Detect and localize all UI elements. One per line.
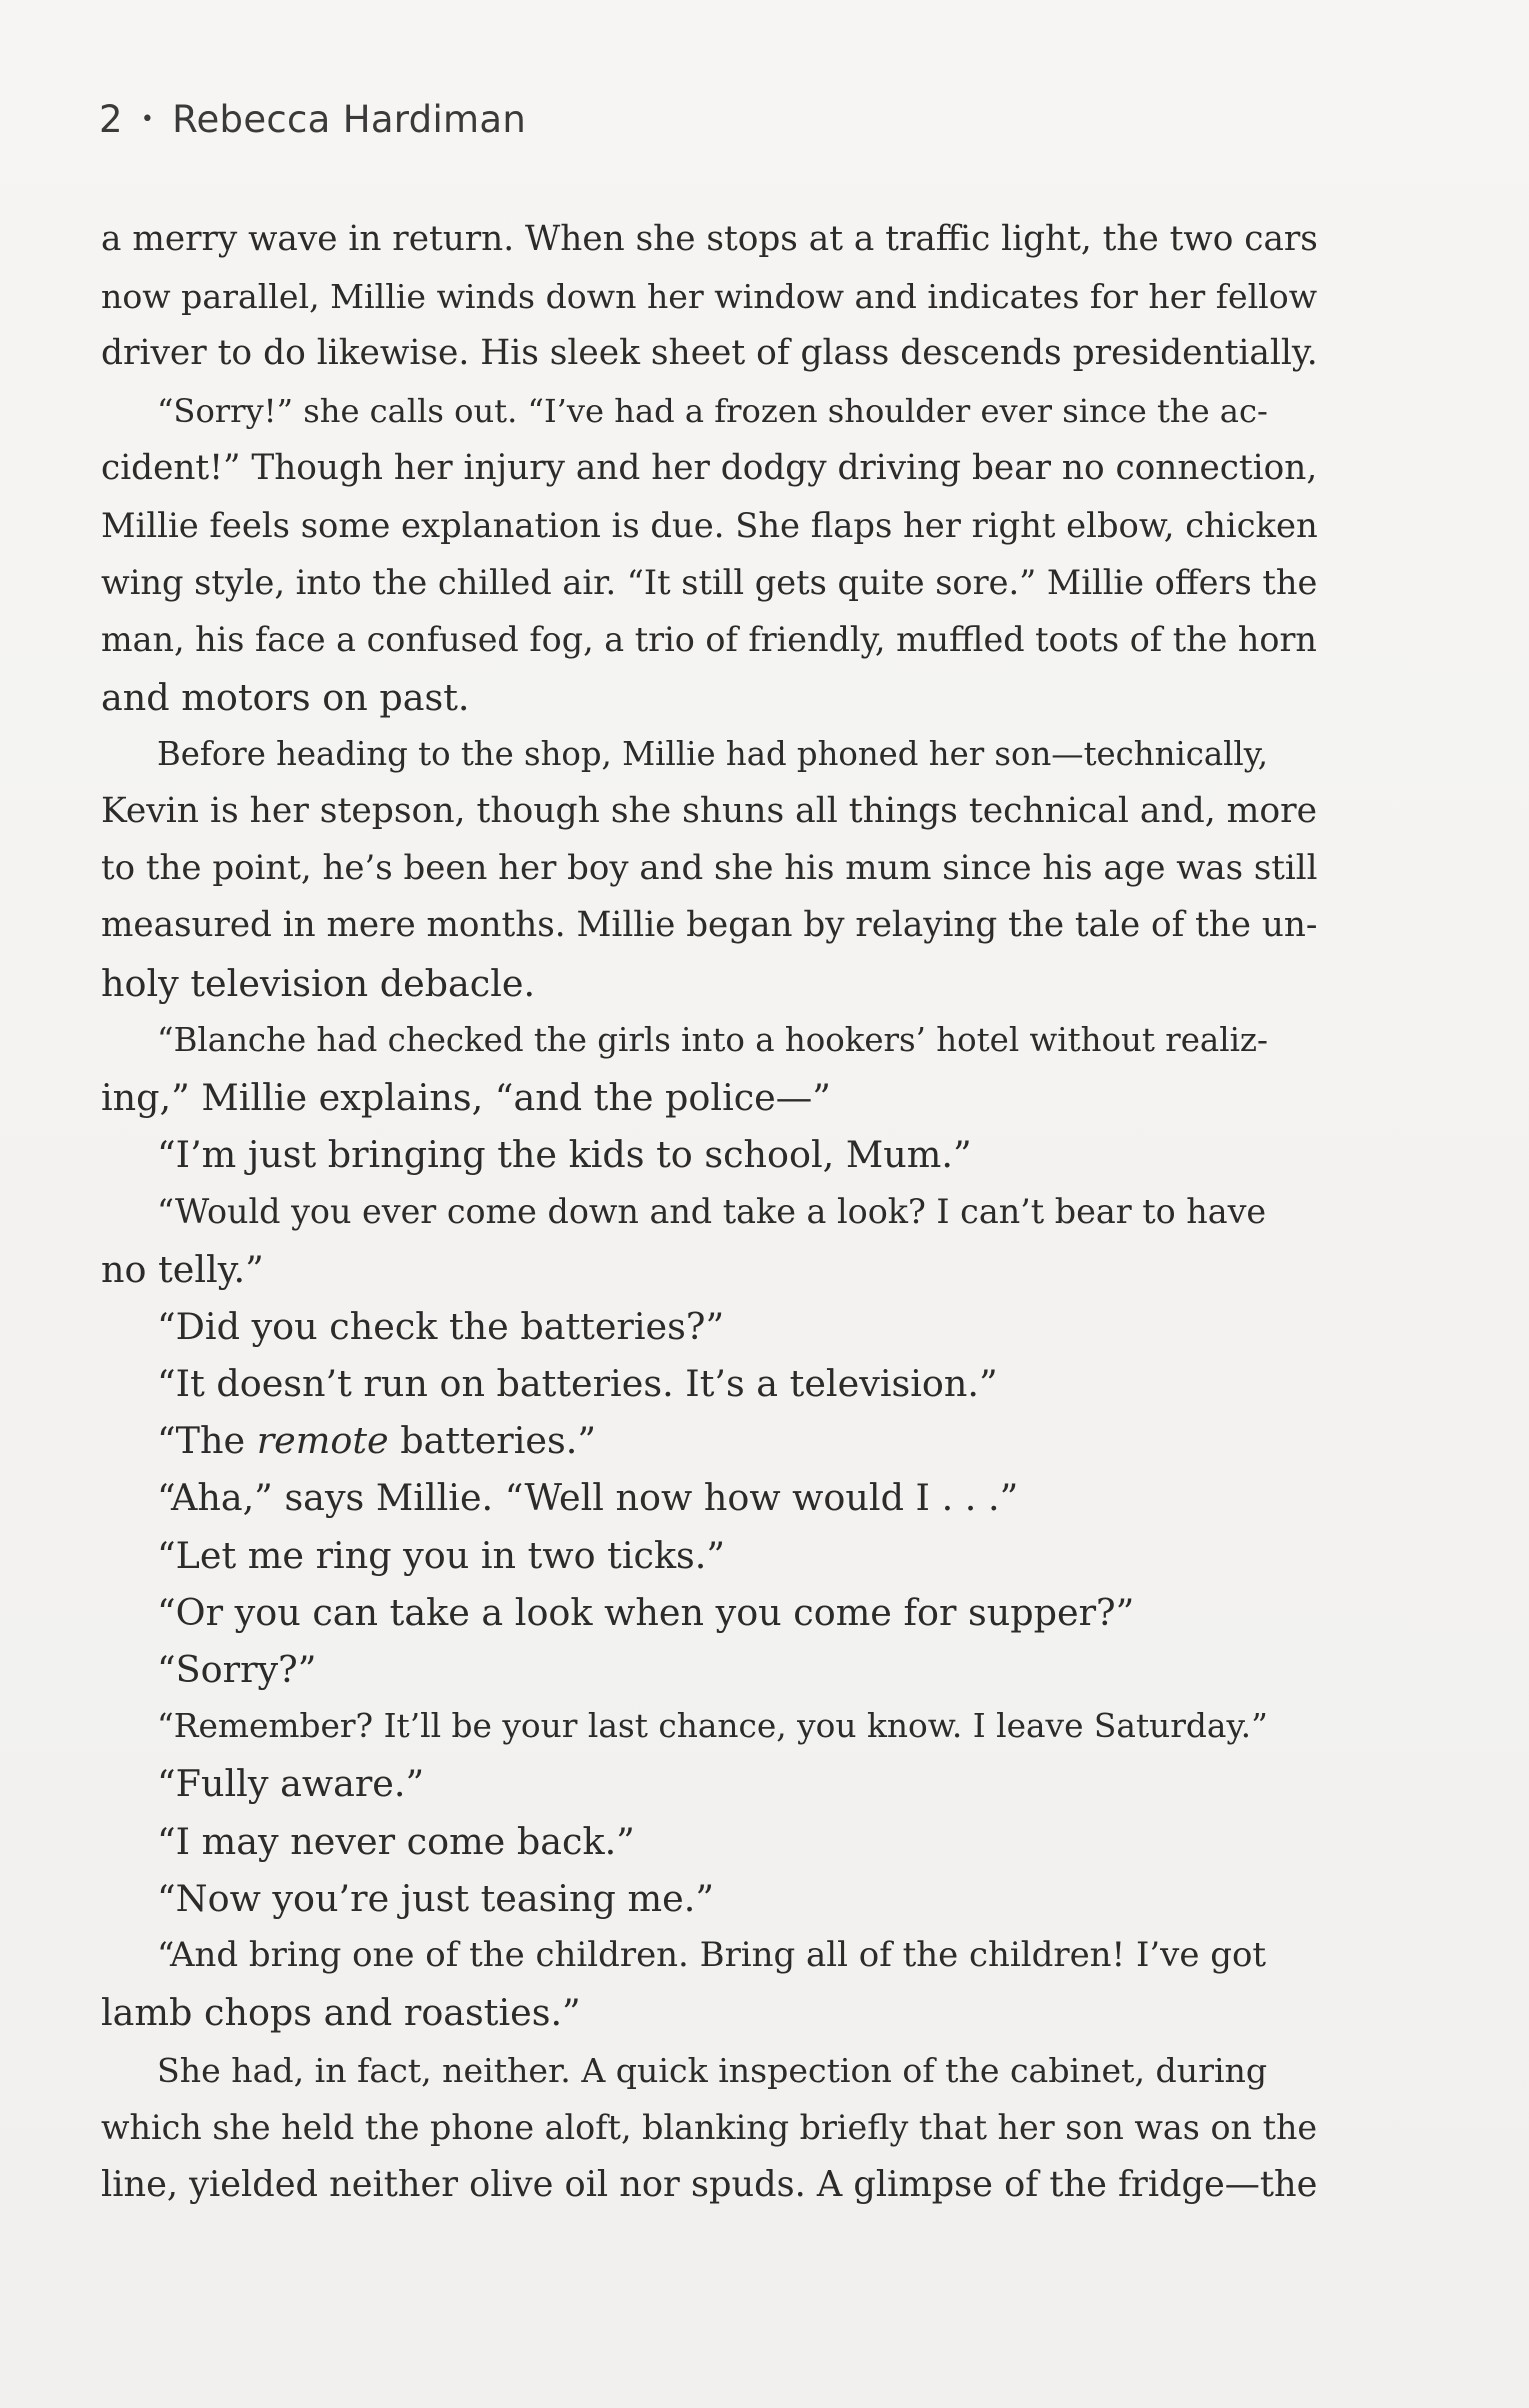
text-line: which she held the phone aloft, blanking briefly that her son was on the bbox=[101, 2107, 1318, 2147]
text-line: measured in mere months. Millie began by relaying the tale of the un- bbox=[101, 905, 1318, 946]
text-line: “I may never come back.” bbox=[157, 1819, 635, 1863]
text-line: a merry wave in return. When she stops at a traffic light, the two cars bbox=[101, 219, 1318, 259]
text-line: no telly.” bbox=[101, 1247, 264, 1291]
text-line: and motors on past. bbox=[101, 675, 470, 719]
line-text: “The bbox=[157, 1419, 257, 1463]
text-line: now parallel, Millie winds down her window and indicates for her fellow bbox=[101, 277, 1318, 317]
text-line: “I’m just bringing the kids to school, Mum.” bbox=[157, 1133, 972, 1177]
author-name: Rebecca Hardiman bbox=[172, 98, 527, 141]
text-line: “Or you can take a look when you come for supper?” bbox=[157, 1590, 1135, 1634]
text-line bbox=[101, 1412, 1324, 1469]
text-line: “Sorry!” she calls out. “I’ve had a frozen shoulder ever since the ac- bbox=[157, 391, 1268, 430]
text-line: “Aha,” says Millie. “Well now how would I . . .” bbox=[157, 1476, 1019, 1520]
page-number: 2 bbox=[99, 98, 123, 141]
text-line: “Blanche had checked the girls into a hookers’ hotel without realiz- bbox=[157, 1020, 1268, 1059]
text-line: “Now you’re just teasing me.” bbox=[157, 1876, 714, 1920]
text-line: to the point, he’s been her boy and she his mum since his age was still bbox=[101, 848, 1318, 889]
text-line: lamb chops and roasties.” bbox=[101, 1991, 581, 2035]
text-line: “Remember? It’ll be your last chance, you know. I leave Saturday.” bbox=[157, 1707, 1268, 1746]
running-header bbox=[99, 98, 526, 141]
emphasis-text: remote bbox=[256, 1419, 389, 1463]
text-line: Before heading to the shop, Millie had phoned her son—technically, bbox=[157, 734, 1268, 773]
text-line: “It doesn’t run on batteries. It’s a television.” bbox=[157, 1362, 998, 1406]
text-line: “Let me ring you in two ticks.” bbox=[157, 1533, 726, 1577]
line-text: batteries.” bbox=[388, 1419, 597, 1463]
text-line: “Did you check the batteries?” bbox=[157, 1304, 725, 1348]
text-line: line, yielded neither olive oil nor spuds. A glimpse of the fridge—the bbox=[101, 2163, 1318, 2205]
header-separator: • bbox=[140, 107, 155, 132]
text-line: holy television debacle. bbox=[101, 961, 536, 1005]
text-line: ing,” Millie explains, “and the police—” bbox=[101, 1076, 831, 1120]
text-line: man, his face a confused fog, a trio of friendly, muffled toots of the horn bbox=[101, 620, 1317, 660]
text-line: driver to do likewise. His sleek sheet of glass descends presidentially. bbox=[101, 333, 1318, 374]
text-line: wing style, into the chilled air. “It still gets quite sore.” Millie offers the bbox=[101, 563, 1318, 603]
text-line: “And bring one of the children. Bring all of the children! I’ve got bbox=[157, 1935, 1267, 1976]
text-line: Millie feels some explanation is due. She flaps her right elbow, chicken bbox=[101, 506, 1318, 546]
text-line: “Sorry?” bbox=[157, 1648, 317, 1692]
text-line: She had, in fact, neither. A quick inspection of the cabinet, during bbox=[157, 2050, 1268, 2090]
text-line: Kevin is her stepson, though she shuns all things technical and, more bbox=[101, 791, 1318, 832]
text-line: “Would you ever come down and take a look? I can’t bear to have bbox=[157, 1192, 1267, 1232]
text-line: “Fully aware.” bbox=[157, 1762, 425, 1806]
body-text bbox=[101, 211, 1324, 2213]
text-line: cident!” Though her injury and her dodgy driving bear no connection, bbox=[101, 447, 1318, 488]
